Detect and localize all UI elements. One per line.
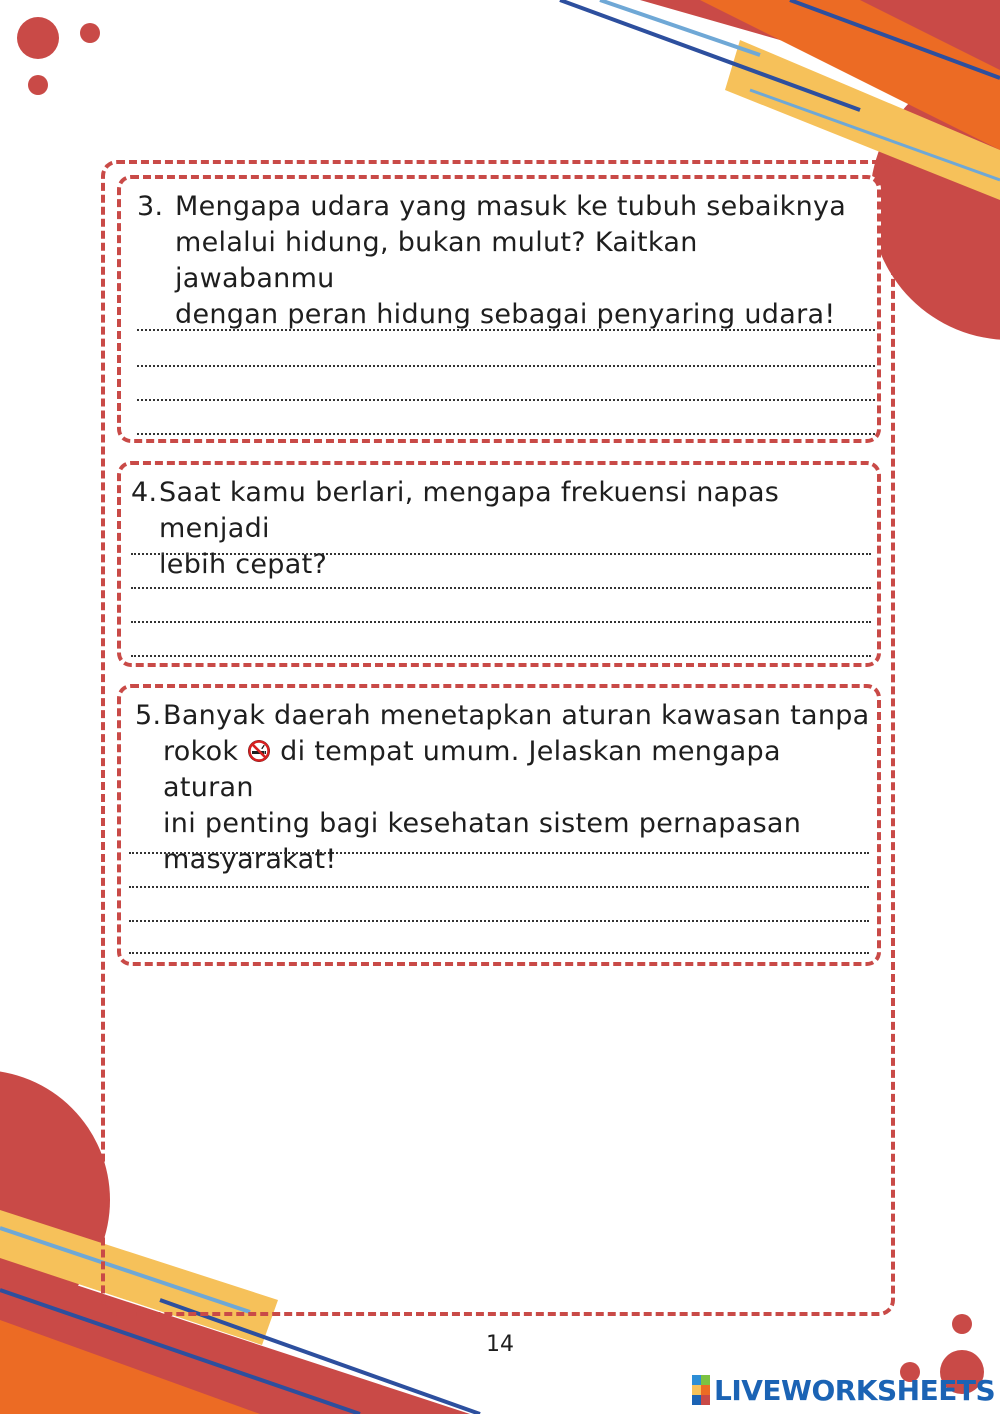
brand-text: LIVEWORKSHEETS xyxy=(714,1373,996,1407)
question-3-box xyxy=(117,175,881,443)
decor-dot xyxy=(17,17,59,59)
answer-line[interactable] xyxy=(131,621,871,623)
no-smoking-icon xyxy=(247,739,271,763)
question-line: Banyak daerah menetapkan aturan kawasan tanpa xyxy=(163,700,870,731)
question-line: Mengapa udara yang masuk ke tubuh sebaiknya xyxy=(175,191,847,222)
question-4-box xyxy=(117,461,881,667)
answer-line[interactable] xyxy=(129,952,869,954)
answer-line[interactable] xyxy=(131,655,871,657)
answer-line[interactable] xyxy=(137,399,875,401)
decor-dot xyxy=(952,1314,972,1334)
question-line xyxy=(135,734,875,806)
answer-line[interactable] xyxy=(131,553,871,555)
question-5-box xyxy=(117,684,881,966)
question-4-text xyxy=(131,475,877,583)
answer-line[interactable] xyxy=(137,433,875,435)
answer-line[interactable] xyxy=(129,852,869,854)
decor-dot xyxy=(80,23,100,43)
answer-line[interactable] xyxy=(137,365,875,367)
question-line: dengan peran hidung sebagai penyaring udara! xyxy=(175,299,836,330)
question-number: 4. xyxy=(131,477,158,508)
liveworksheets-logo xyxy=(692,1373,995,1407)
decor-dot xyxy=(28,75,48,95)
question-line: melalui hidung, bukan mulut? Kaitkan jawabanmu xyxy=(175,227,698,294)
answer-line[interactable] xyxy=(137,329,875,331)
question-text-fragment: di tempat umum. Jelaskan mengapa aturan xyxy=(163,736,781,803)
question-line: ini penting bagi kesehatan sistem pernapasan xyxy=(163,808,802,839)
question-line: Saat kamu berlari, mengapa frekuensi napas menjadi xyxy=(159,477,780,544)
answer-line[interactable] xyxy=(129,886,869,888)
question-number: 3. xyxy=(137,191,164,222)
question-3-text xyxy=(137,189,857,333)
question-line: masyarakat! xyxy=(163,844,337,875)
question-text-fragment: rokok xyxy=(163,736,239,767)
page-number: 14 xyxy=(486,1332,514,1357)
answer-line[interactable] xyxy=(129,920,869,922)
answer-line[interactable] xyxy=(131,587,871,589)
question-number: 5. xyxy=(135,700,162,731)
question-5-text xyxy=(135,698,875,878)
question-line: lebih cepat? xyxy=(159,549,328,580)
brand-icon xyxy=(692,1375,710,1405)
